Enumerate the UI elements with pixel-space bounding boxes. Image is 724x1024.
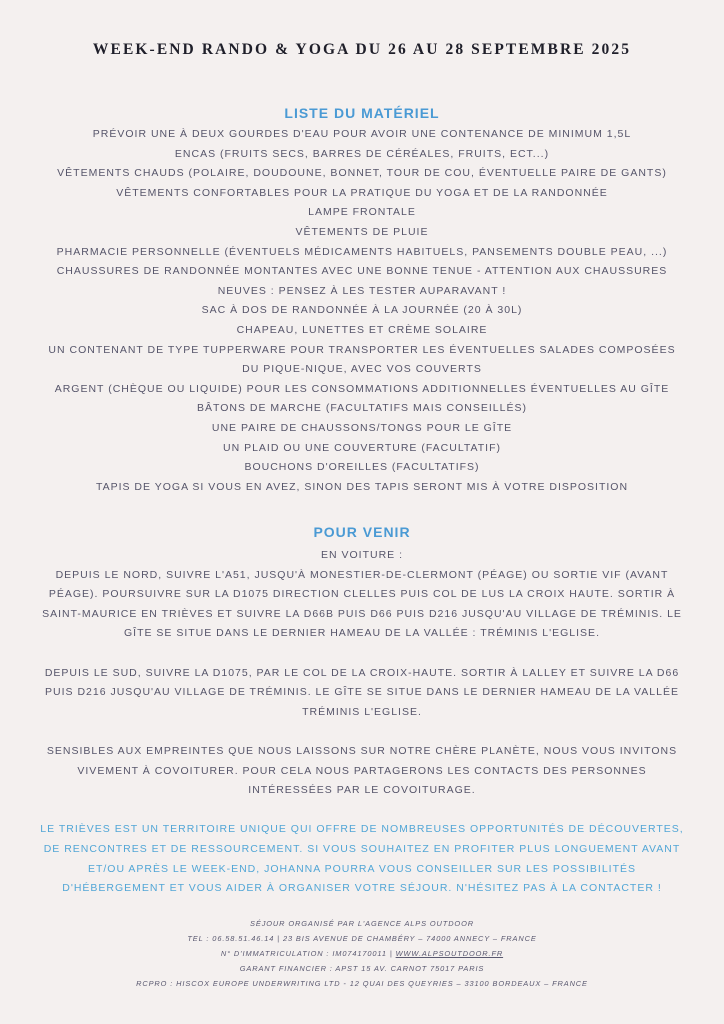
directions-sud-line: TRÉMINIS L'EGLISE. [302, 705, 422, 718]
website-link[interactable]: WWW.ALPSOUTDOOR.FR [395, 949, 504, 958]
covoiturage-line: INTÉRESSÉES PAR LE COVOITURAGE. [248, 784, 476, 797]
footer-guarantor: GARANT FINANCIER : APST 15 AV. CARNOT 75017 PARIS [239, 964, 485, 973]
trieves-line: D'HÉBERGEMENT ET VOUS AIDER À ORGANISER VOTRE SÉJOUR. N'HÉSITEZ PAS À LA CONTACTER ! [62, 882, 662, 895]
registration-number: N° D'IMMATRICULATION : IM074170011 | [220, 949, 396, 958]
footer-registration [0, 946, 724, 961]
materiel-item: ENCAS (FRUITS SECS, BARRES DE CÉRÉALES, FRUITS, ECT...) [174, 147, 550, 160]
materiel-item: UN PLAID OU UNE COUVERTURE (FACULTATIF) [223, 441, 501, 454]
spacer [0, 801, 724, 821]
materiel-item: BÂTONS DE MARCHE (FACULTATIFS MAIS CONSEILLÉS) [197, 402, 527, 415]
directions-nord-line: SAINT-MAURICE EN TRIÈVES ET SUIVRE LA D66B PUIS D66 PUIS D216 JUSQU'AU VILLAGE DE TRÉMINIS. LE [42, 607, 682, 620]
footer-insurance: RCPRO : HISCOX EUROPE UNDERWRITING LTD - 12 QUAI DES QUEYRIES – 33100 BORDEAUX – FRANCE [136, 979, 588, 988]
covoiturage-line: SENSIBLES AUX EMPREINTES QUE NOUS LAISSONS SUR NOTRE CHÈRE PLANÈTE, NOUS VOUS INVITONS [46, 744, 678, 757]
materiel-item: LAMPE FRONTALE [308, 206, 416, 219]
trieves-line: LE TRIÈVES EST UN TERRITOIRE UNIQUE QUI OFFRE DE NOMBREUSES OPPORTUNITÉS DE DÉCOUVERTES, [40, 823, 684, 836]
agency-footer [0, 916, 724, 991]
materiel-heading: LISTE DU MATÉRIEL [284, 105, 440, 121]
spacer [0, 644, 724, 664]
materiel-list [0, 125, 724, 497]
covoiturage-line: VIVEMENT À COVOITURER. POUR CELA NOUS PARTAGERONS LES CONTACTS DES PERSONNES [77, 764, 647, 777]
materiel-item: DU PIQUE-NIQUE, AVEC VOS COUVERTS [242, 363, 482, 376]
materiel-item: VÊTEMENTS DE PLUIE [295, 225, 429, 238]
materiel-item: CHAPEAU, LUNETTES ET CRÈME SOLAIRE [236, 323, 488, 336]
materiel-item: CHAUSSURES DE RANDONNÉE MONTANTES AVEC UNE BONNE TENUE - ATTENTION AUX CHAUSSURES [56, 265, 668, 278]
materiel-item: SAC À DOS DE RANDONNÉE À LA JOURNÉE (20 À 30L) [201, 304, 523, 317]
directions-sud-line: PUIS D216 JUSQU'AU VILLAGE DE TRÉMINIS. LE GÎTE SE SITUE DANS LE DERNIER HAMEAU DE LA VALLÉE [45, 686, 679, 699]
spacer [0, 722, 724, 742]
materiel-item: ARGENT (CHÈQUE OU LIQUIDE) POUR LES CONSOMMATIONS ADDITIONNELLES ÉVENTUELLES AU GÎTE [54, 382, 670, 395]
footer-organizer: SÉJOUR ORGANISÉ PAR L'AGENCE ALPS OUTDOOR [250, 919, 474, 928]
directions-nord-line: PÉAGE). POURSUIVRE SUR LA D1075 DIRECTION CLELLES PUIS COL DE LUS LA CROIX HAUTE. SORTIR À [48, 588, 676, 601]
footer-contact: TEL : 06.58.51.46.14 | 23 BIS AVENUE DE CHAMBÉRY – 74000 ANNECY – FRANCE [187, 934, 537, 943]
materiel-item: PRÉVOIR UNE À DEUX GOURDES D'EAU POUR AVOIR UNE CONTENANCE DE MINIMUM 1,5L [92, 128, 632, 140]
materiel-item: VÊTEMENTS CONFORTABLES POUR LA PRATIQUE DU YOGA ET DE LA RANDONNÉE [116, 186, 608, 199]
page-title: WEEK-END RANDO & YOGA DU 26 AU 28 SEPTEMBRE 2025 [92, 41, 632, 58]
materiel-item: PHARMACIE PERSONNELLE (ÉVENTUELS MÉDICAMENTS HABITUELS, PANSEMENTS DOUBLE PEAU, ...) [56, 245, 668, 258]
materiel-item: TAPIS DE YOGA SI VOUS EN AVEZ, SINON DES TAPIS SERONT MIS À VOTRE DISPOSITION [95, 480, 629, 493]
directions-nord-line: GÎTE SE SITUE DANS LE DERNIER HAMEAU DE LA VALLÉE : TRÉMINIS L'EGLISE. [124, 627, 600, 640]
materiel-item: UN CONTENANT DE TYPE TUPPERWARE POUR TRANSPORTER LES ÉVENTUELLES SALADES COMPOSÉES [48, 343, 676, 356]
venir-intro: EN VOITURE : [320, 549, 403, 561]
trieves-line: DE RENCONTRES ET DE RESSOURCEMENT. SI VOUS SOUHAITEZ EN PROFITER PLUS LONGUEMENT AVANT [43, 842, 681, 855]
directions-nord-line: DEPUIS LE NORD, SUIVRE L'A51, JUSQU'À MONESTIER-DE-CLERMONT (PÉAGE) OU SORTIE VIF (AVANT [55, 568, 669, 581]
materiel-item: NEUVES : PENSEZ À LES TESTER AUPARAVANT ! [217, 284, 507, 297]
trieves-line: ET/OU APRÈS LE WEEK-END, JOHANNA POURRA VOUS CONSEILLER SUR LES POSSIBILITÉS [87, 862, 637, 875]
directions-sud-line: DEPUIS LE SUD, SUIVRE LA D1075, PAR LE COL DE LA CROIX-HAUTE. SORTIR À LALLEY ET SUIVRE LA D66 [44, 666, 680, 679]
venir-heading: POUR VENIR [313, 524, 411, 540]
materiel-item: VÊTEMENTS CHAUDS (POLAIRE, DOUDOUNE, BONNET, TOUR DE COU, ÉVENTUELLE PAIRE DE GANTS) [57, 167, 667, 180]
materiel-item: UNE PAIRE DE CHAUSSONS/TONGS POUR LE GÎTE [211, 421, 513, 434]
venir-text [0, 546, 724, 899]
materiel-item: BOUCHONS D'OREILLES (FACULTATIFS) [244, 461, 480, 474]
